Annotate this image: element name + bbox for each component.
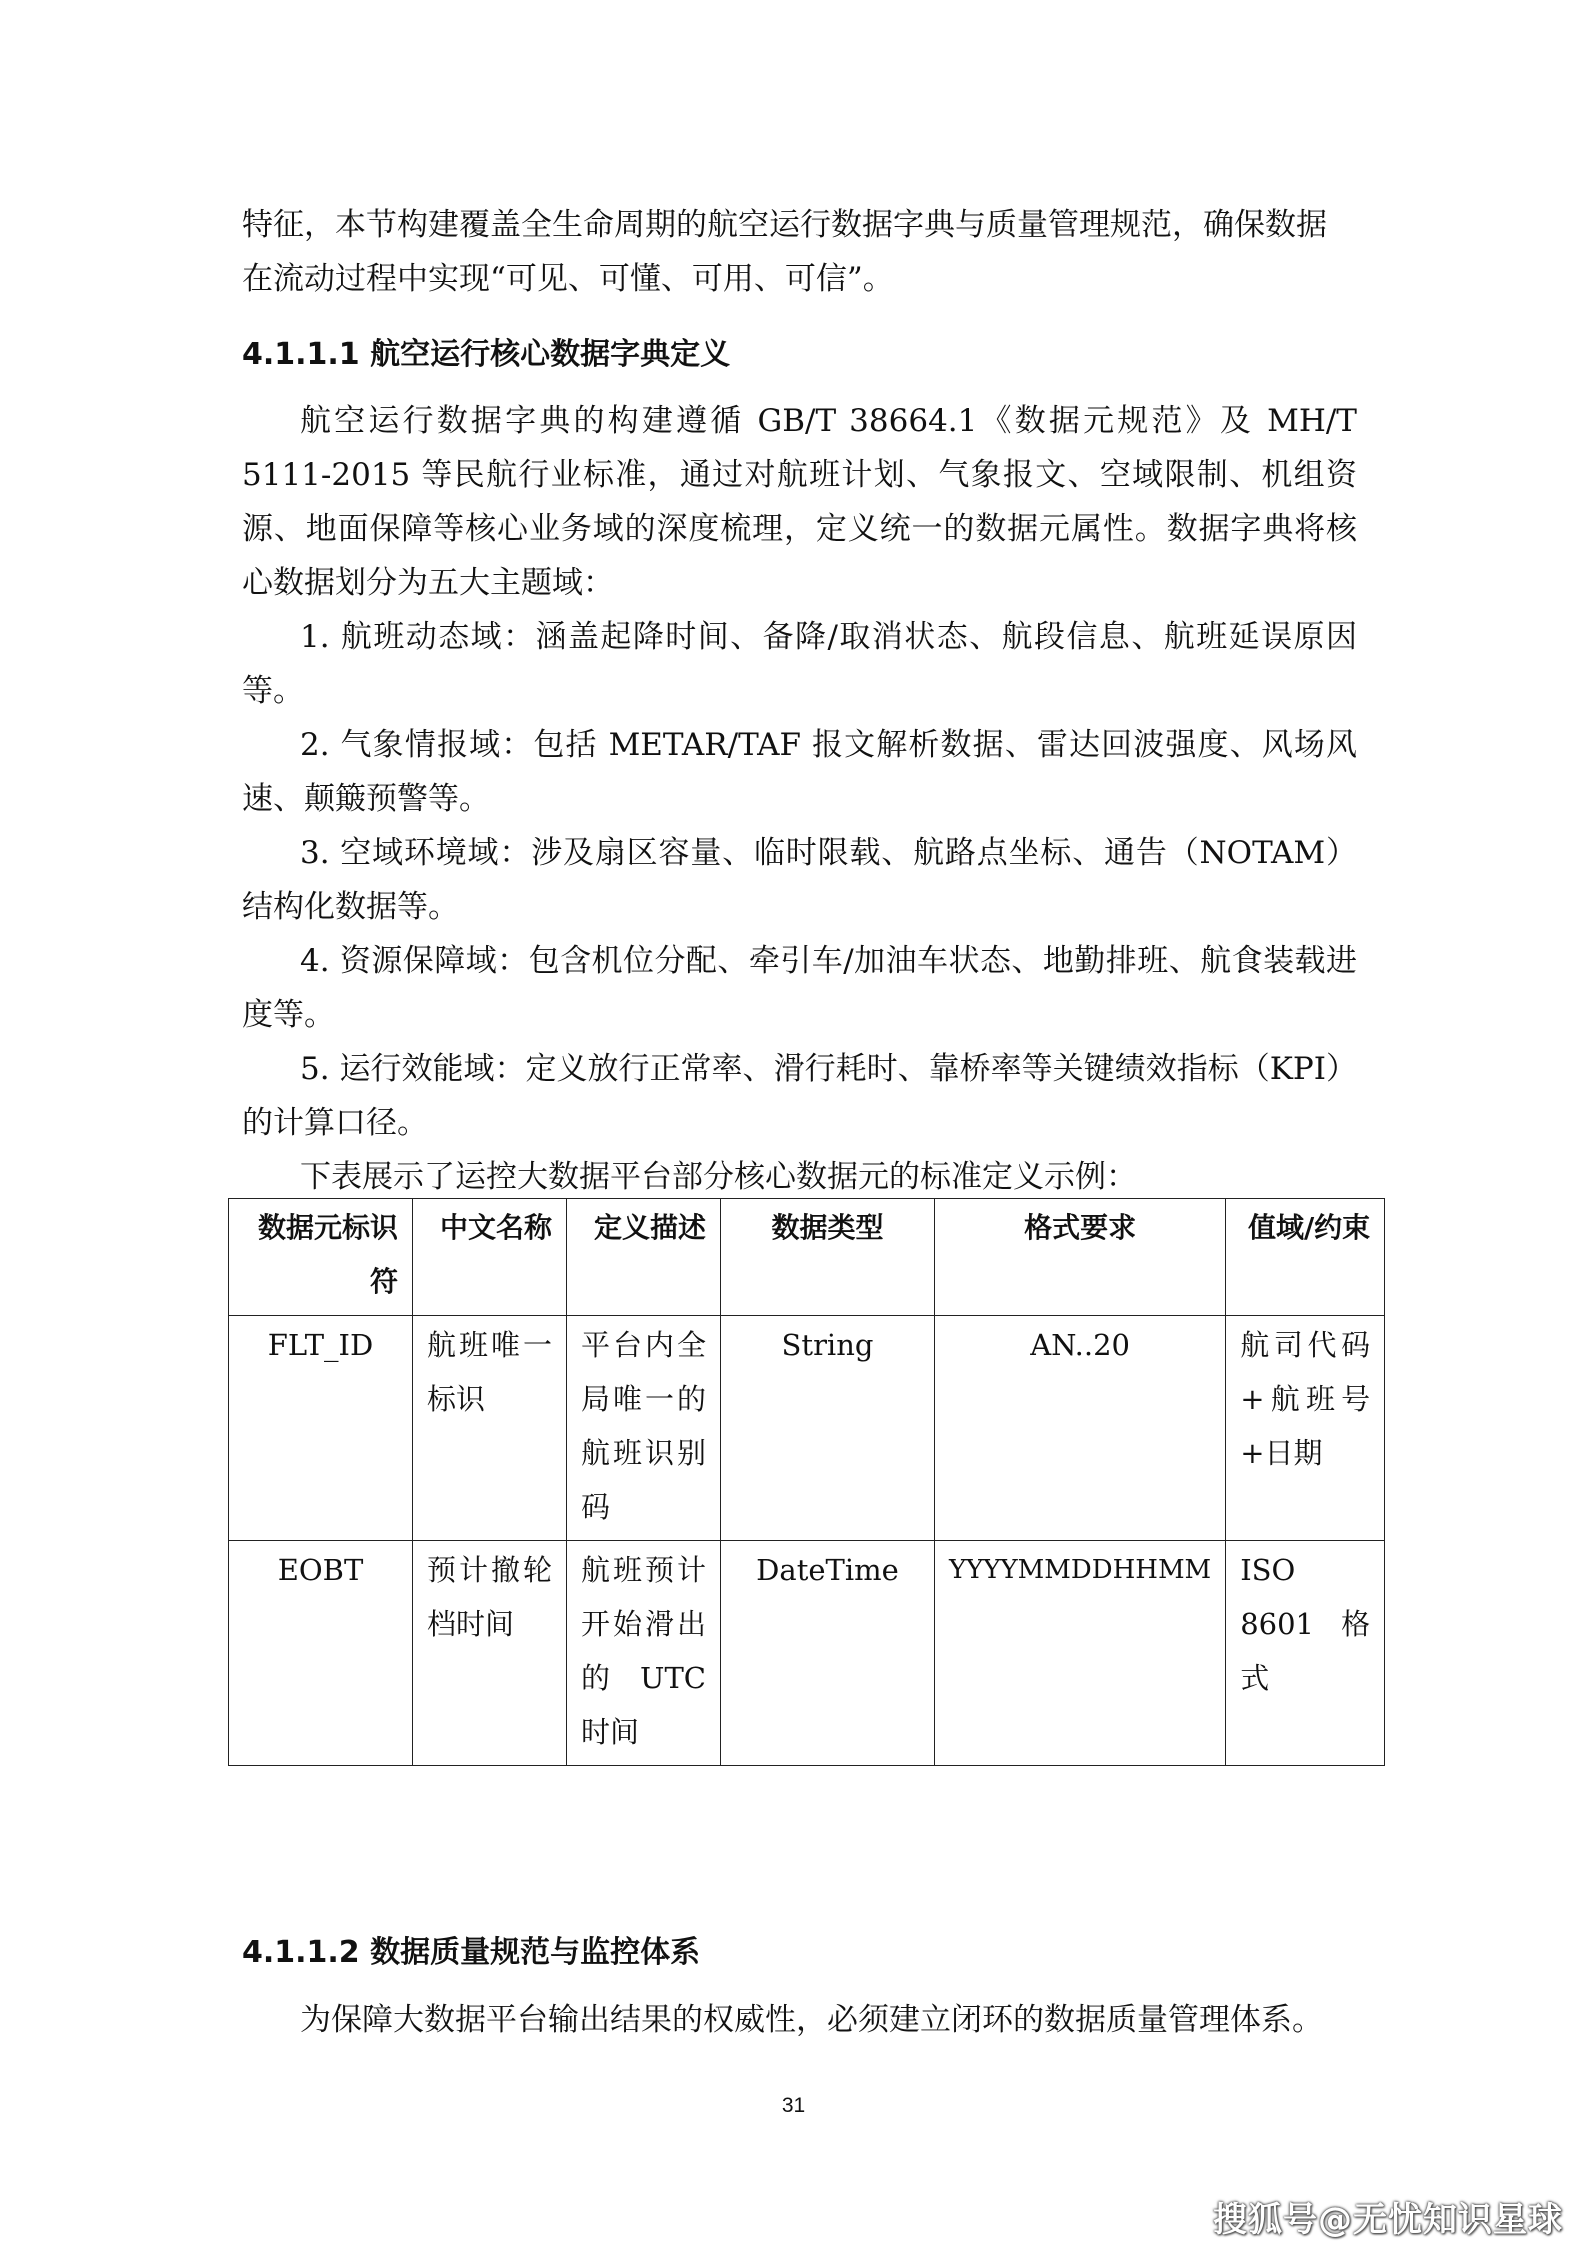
cell-chinese-name: 预计撤轮档时间 [413,1541,567,1766]
domain-item-4: 4. 资源保障域：包含机位分配、牵引车/加油车状态、地勤排班、航食装载进度等。 [242,943,1357,1033]
watermark: 搜狐号@无忧知识星球 [1213,2200,1563,2240]
header-format: 格式要求 [935,1199,1226,1316]
page-number: 31 [781,2094,806,2117]
header-value-domain: 值域/约束 [1226,1199,1385,1316]
intro-line-2: 在流动过程中实现“可见、可懂、可用、可信”。 [242,261,894,297]
cell-format: AN..20 [935,1316,1226,1541]
cell-value-domain: 航司代码+航班号+日期 [1226,1316,1385,1541]
section2-paragraph: 为保障大数据平台输出结果的权威性，必须建立闭环的数据质量管理体系。 [300,2002,1323,2038]
section-heading-4-1-1-1: 4.1.1.1 航空运行核心数据字典定义 [242,337,731,372]
domain-item-3: 3. 空域环境域：涉及扇区容量、临时限载、航路点坐标、通告（NOTAM）结构化数据等。 [242,835,1357,925]
cell-data-type: String [721,1316,935,1541]
intro-line-1: 特征，本节构建覆盖全生命周期的航空运行数据字典与质量管理规范，确保数据 [242,207,1327,243]
cell-format: YYYYMMDDHHMM [935,1541,1226,1766]
cell-value-domain: ISO 8601 格式 [1226,1541,1385,1766]
cell-data-type: DateTime [721,1541,935,1766]
table-row [229,1316,1385,1541]
section-heading-4-1-1-2: 4.1.1.2 数据质量规范与监控体系 [242,1935,701,1970]
cell-identifier: EOBT [229,1541,413,1766]
header-data-type: 数据类型 [721,1199,935,1316]
table-header-row [229,1199,1385,1316]
intro-paragraph [242,198,1357,306]
data-element-table [228,1198,1385,1766]
cell-chinese-name: 航班唯一标识 [413,1316,567,1541]
cell-definition: 航班预计开始滑出的 UTC 时间 [567,1541,721,1766]
table-row [229,1541,1385,1766]
header-definition: 定义描述 [567,1199,721,1316]
table-caption: 下表展示了运控大数据平台部分核心数据元的标准定义示例： [300,1159,1137,1195]
section1-paragraph: 航空运行数据字典的构建遵循 GB/T 38664.1《数据元规范》及 MH/T 5111-2015 等民航行业标准，通过对航班计划、气象报文、空域限制、机组资源、地面保障等核心业务域的深度梳理，定义统一的数据元属性。数据字典将核心数据划分为五大主题域： [242,403,1357,601]
domain-item-1: 1. 航班动态域：涵盖起降时间、备降/取消状态、航段信息、航班延误原因等。 [242,619,1357,709]
header-chinese-name: 中文名称 [413,1199,567,1316]
domain-item-5: 5. 运行效能域：定义放行正常率、滑行耗时、靠桥率等关键绩效指标（KPI）的计算口径。 [242,1051,1357,1141]
cell-definition: 平台内全局唯一的航班识别码 [567,1316,721,1541]
header-identifier: 数据元标识符 [229,1199,413,1316]
domain-item-2: 2. 气象情报域：包括 METAR/TAF 报文解析数据、雷达回波强度、风场风速、颠簸预警等。 [242,727,1357,817]
cell-identifier: FLT_ID [229,1316,413,1541]
